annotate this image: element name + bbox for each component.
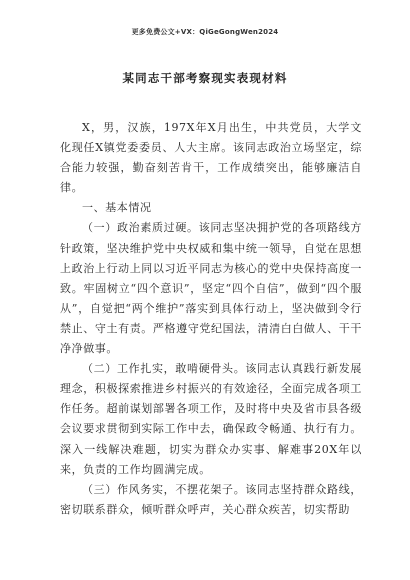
header-note: 更多免费公文+VX：QiGeGongWen2024 [131, 28, 279, 36]
paragraph-work-style: （三）作风务实，不摆花架子。该同志坚持群众路线，密切联系群众，倾听群众呼声，关心群众疾苦，切实帮助 [60, 482, 362, 516]
paragraph-work-solid: （二）工作扎实，敢啃硬骨头。该同志认真践行新发展理念，积极探索推进乡村振兴的有效途径，全面完成各项工作任务。超前谋划部署各项工作，及时将中央及省市县各级会议要求贯彻到实际工作中去，确保政令畅通、执行有力。深入一线解决难题，切实为群众办实事、解难事20X年以来，负责的工作均圆满完成。 [60, 362, 362, 476]
document-body [60, 118, 362, 520]
document-title: 某同志干部考察现实表现材料 [122, 71, 288, 85]
intro-paragraph: X，男，汉族，197X年X月出生，中共党员，大学文化现任X镇党委委员、人大主席。该同志政治立场坚定，综合能力较强，勤奋刻苦肯干，工作成绩突出，能够廉洁自律。 [60, 121, 362, 195]
section-heading-basic-info: 一、基本情况 [82, 201, 152, 215]
paragraph-political-quality: （一）政治素质过硬。该同志坚决拥护党的各项路线方针政策，坚决维护党中央权威和集中统一领导，自觉在思想上政治上行动上同以习近平同志为核心的党中央保持高度一致。牢固树立“四个意识”，坚定“四个自信”，做到“四个服从”，自觉把“两个维护”落实到具体行动上，坚决做到令行禁止、守土有责。严格遵守党纪国法，清清白白做人、干干净净做事。 [60, 221, 362, 356]
